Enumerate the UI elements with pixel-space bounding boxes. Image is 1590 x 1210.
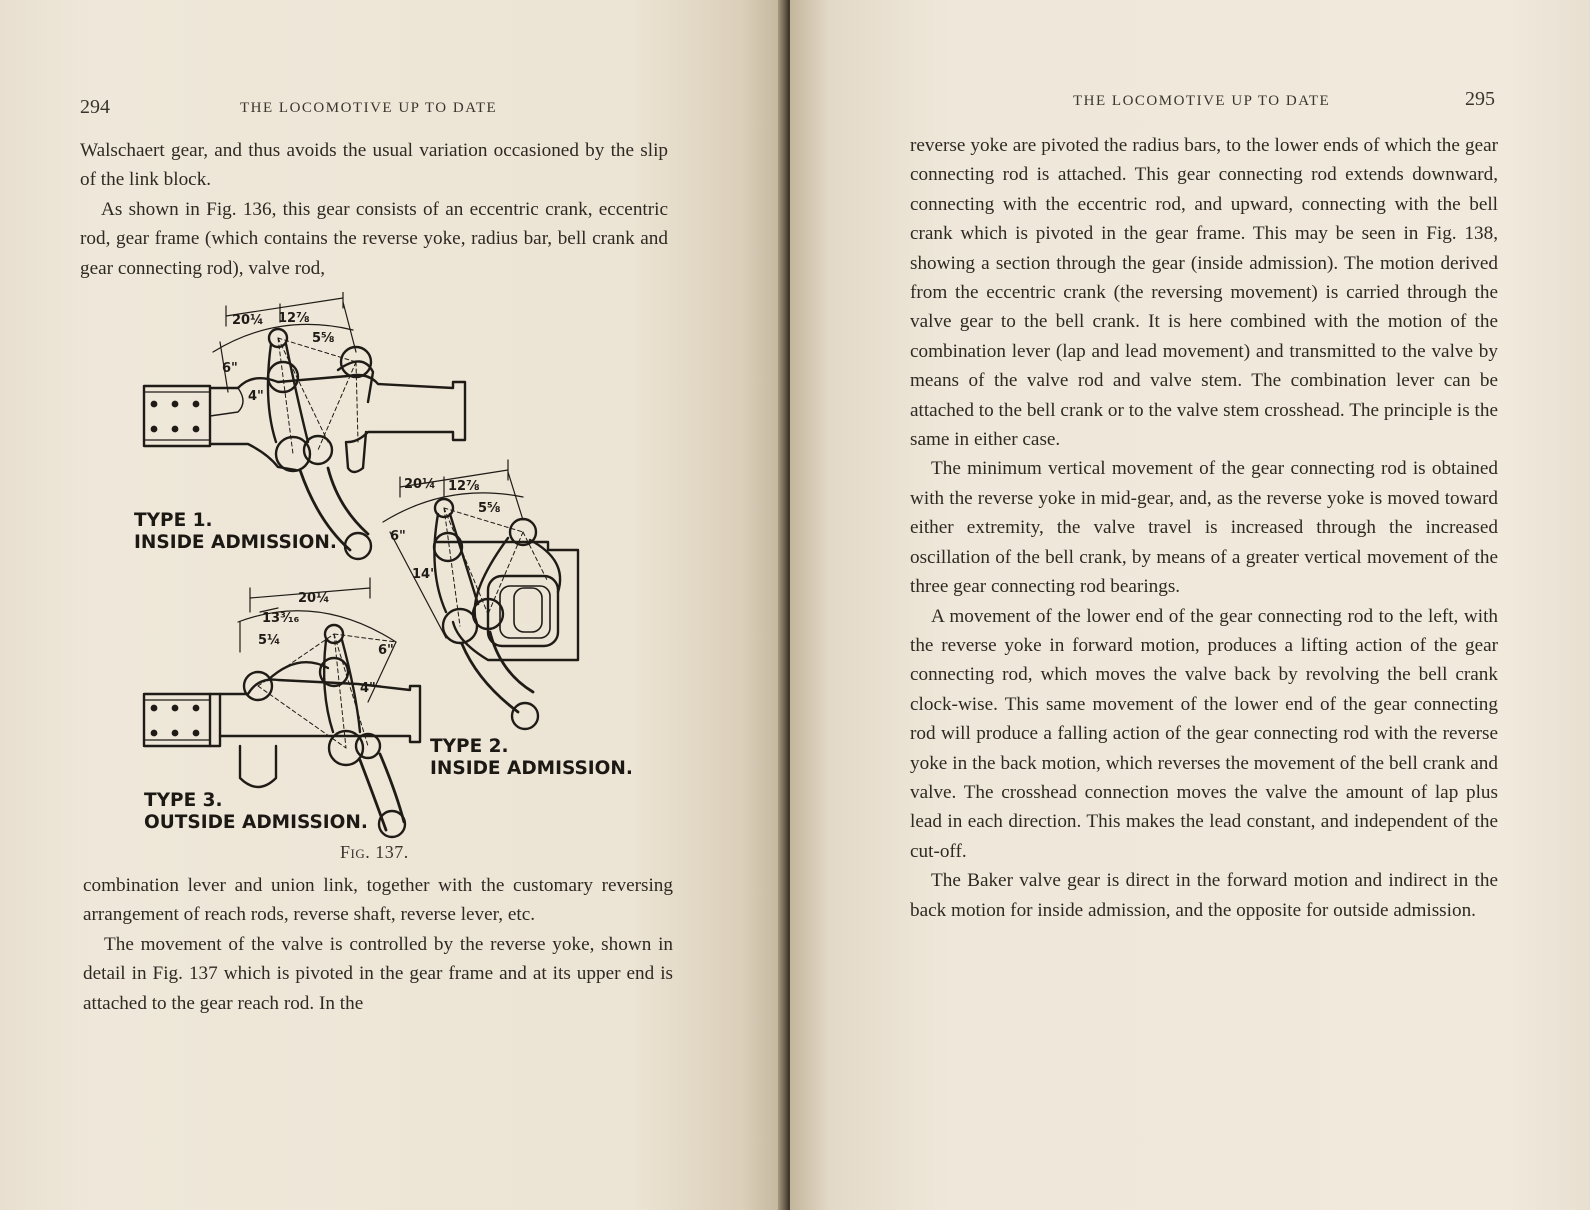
dim-label: 6" [390, 529, 406, 544]
left-text-bottom [83, 871, 673, 1018]
dim-label: 12⅞ [448, 479, 480, 494]
right-page-number: 295 [1465, 88, 1495, 110]
paragraph: The Baker valve gear is direct in the forward motion and indirect in the back motion for inside admission, and the opposite for outside admission. [910, 870, 1498, 921]
dim-label: 20¼ [404, 477, 436, 492]
paragraph: reverse yoke are pivoted the radius bars, to the lower ends of which the gear connecting rod is attached. This gear connecting rod extends downward, connecting with the eccentric rod, and upward, connecting with the bell crank which is pivoted in the gear frame. This may be seen in Fig. 138, showing a section through the gear (inside admission). The motion derived from the eccentric crank (the reversing movement) is carried through the valve gear to the bell crank. It is here combined with the motion of the combination lever (lap and lead movement) and transmitted to the valve by means of the valve rod and valve stem. The combination lever can be attached to the bell crank or to the valve stem crosshead. The principle is the same in either case. [910, 135, 1498, 451]
right-page [790, 0, 1590, 1210]
dim-label: 6" [222, 361, 238, 376]
paragraph: The movement of the valve is controlled by the reverse yoke, shown in detail in Fig. 137 which is pivoted in the gear frame and at its upper end is attached to the gear reach rod. In the [83, 933, 673, 1014]
figure-137 [128, 292, 638, 864]
dim-label: 5¼ [258, 633, 281, 648]
paragraph: Walschaert gear, and thus avoids the usual variation occasioned by the slip of the link block. [80, 140, 668, 191]
paragraph: combination lever and union link, together with the customary reversing arrangement of reach rods, reverse shaft, reverse lever, etc. [83, 875, 673, 926]
left-page [0, 0, 790, 1210]
dim-label: 5⅝ [312, 331, 335, 346]
left-text-top [80, 136, 668, 283]
left-running-head: THE LOCOMOTIVE UP TO DATE [240, 100, 498, 116]
dim-label: 20¼ [298, 591, 330, 606]
right-running-head: THE LOCOMOTIVE UP TO DATE [1073, 93, 1331, 109]
paragraph: The minimum vertical movement of the gear connecting rod is obtained with the reverse yoke in mid-gear, and, as the reverse yoke is moved toward either extremity, the valve travel is increased through the increased oscillation of the bell crank, by means of a greater vertical movement of the three gear connecting rod bearings. [910, 458, 1498, 598]
type2-label: TYPE 2. INSIDE ADMISSION. [430, 736, 633, 779]
paragraph: As shown in Fig. 136, this gear consists of an eccentric crank, eccentric rod, gear frame (which contains the reverse yoke, radius bar, bell crank and gear connecting rod), valve rod, [80, 198, 668, 279]
right-text [910, 131, 1498, 925]
dim-label: 13³⁄₁₆ [262, 611, 300, 626]
dim-label: 12⅞ [278, 311, 310, 326]
dim-label: 5⅝ [478, 501, 501, 516]
type1-label: TYPE 1. INSIDE ADMISSION. [134, 510, 337, 553]
dim-label: 20¼ [232, 313, 264, 328]
left-page-number: 294 [80, 96, 110, 118]
dim-label: 6" [378, 643, 394, 658]
dim-label: 4" [360, 681, 376, 696]
dim-label: 14" [412, 567, 437, 582]
type3-label: TYPE 3. OUTSIDE ADMISSION. [144, 790, 368, 833]
paragraph: A movement of the lower end of the gear connecting rod to the left, with the reverse yoke in forward motion, produces a lifting action of the gear connecting rod, which moves the valve back by revolving the bell crank clock-wise. This same movement of the lower end of the gear connecting rod will produce a falling action of the gear connecting rod with the reverse yoke in the back motion, which reverses the movement of the bell crank and valve. The crosshead connection moves the valve the amount of lap plus lead in each direction. This makes the lead constant, and independent of the cut-off. [910, 605, 1498, 862]
dim-label: 4" [248, 389, 264, 404]
figure-caption: Fig. 137. [340, 842, 409, 862]
